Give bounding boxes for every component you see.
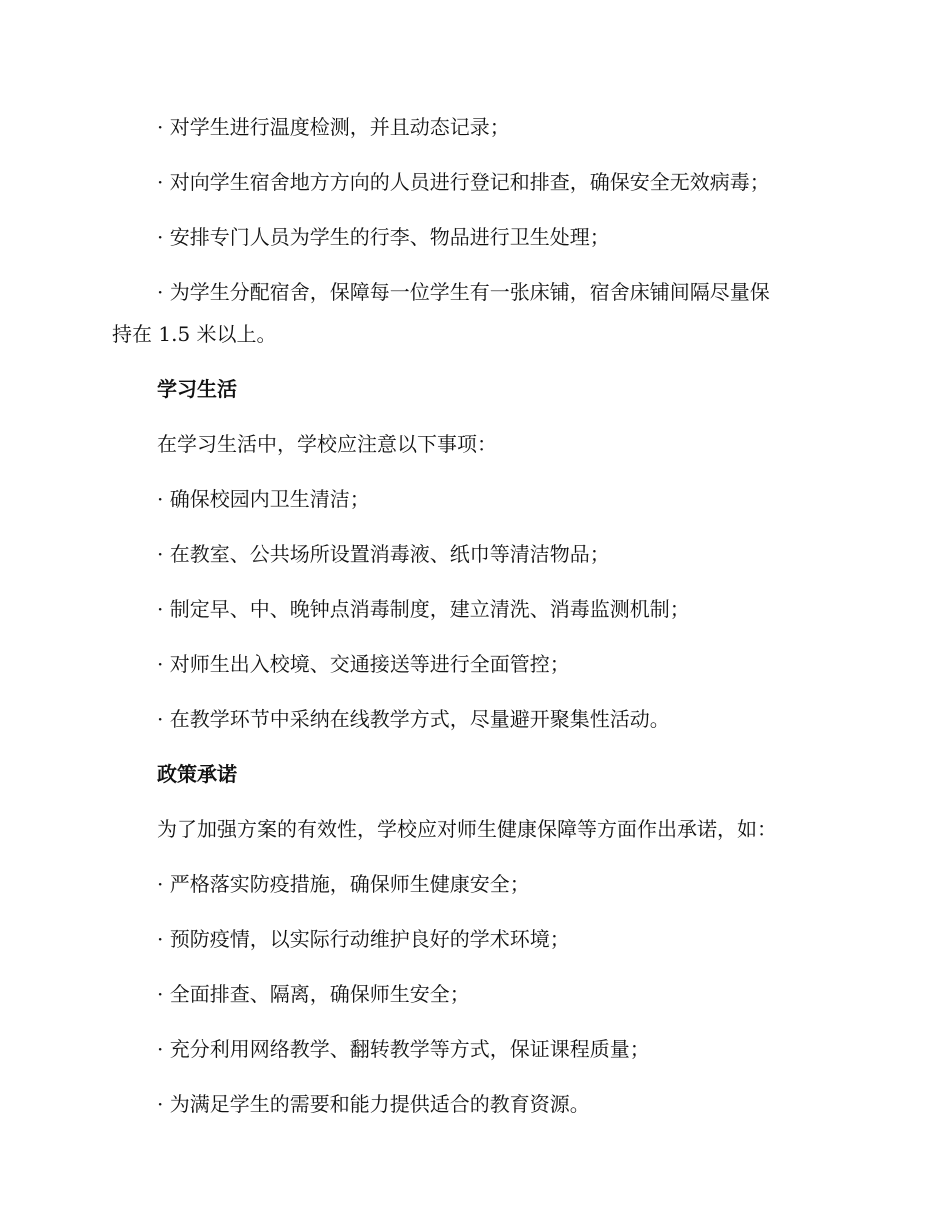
- list-item: · 在教学环节中采纳在线教学方式，尽量避开聚集性活动。: [157, 707, 670, 731]
- list-item: · 在教室、公共场所设置消毒液、纸巾等清洁物品；: [157, 542, 610, 566]
- list-item: · 预防疫情，以实际行动维护良好的学术环境；: [157, 927, 570, 951]
- list-item: · 对师生出入校境、交通接送等进行全面管控；: [157, 652, 570, 676]
- section-intro: 在学习生活中，学校应注意以下事项：: [157, 432, 497, 456]
- list-item: · 严格落实防疫措施，确保师生健康安全；: [157, 872, 530, 896]
- list-item: · 确保校园内卫生清洁；: [157, 487, 370, 511]
- list-item: · 安排专门人员为学生的行李、物品进行卫生处理；: [157, 225, 610, 249]
- section-heading-study-life: 学习生活: [157, 377, 237, 401]
- list-item: · 全面排查、隔离，确保师生安全；: [157, 982, 470, 1006]
- list-item-continuation: 持在 1.5 米以上。: [112, 322, 277, 346]
- list-item: · 为满足学生的需要和能力提供适合的教育资源。: [157, 1092, 590, 1116]
- section-heading-policy-commitment: 政策承诺: [157, 762, 237, 786]
- list-item: · 对向学生宿舍地方方向的人员进行登记和排查，确保安全无效病毒；: [157, 170, 770, 194]
- list-item: · 充分利用网络教学、翻转教学等方式，保证课程质量；: [157, 1037, 650, 1061]
- list-item: · 为学生分配宿舍，保障每一位学生有一张床铺，宿舍床铺间隔尽量保: [157, 280, 770, 304]
- list-item: · 对学生进行温度检测，并且动态记录；: [157, 115, 510, 139]
- list-item: · 制定早、中、晚钟点消毒制度，建立清洗、消毒监测机制；: [157, 597, 690, 621]
- section-intro: 为了加强方案的有效性，学校应对师生健康保障等方面作出承诺，如：: [157, 817, 777, 841]
